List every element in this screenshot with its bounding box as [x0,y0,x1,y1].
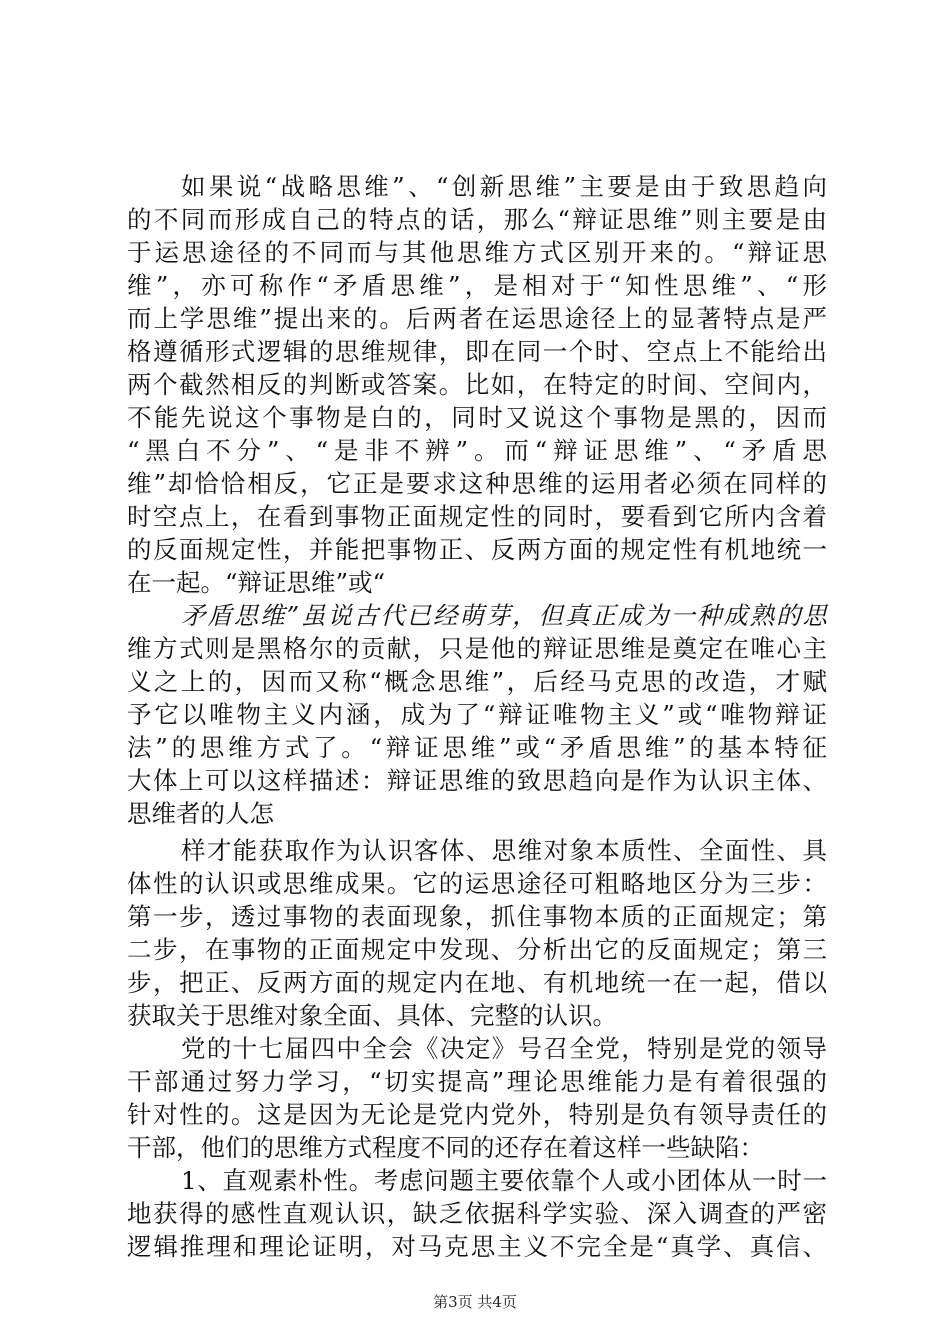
paragraph-2-line-3: 义之上的，因而又称“概念思维”，后经马克思的改造，才赋 [127,667,827,696]
paragraph-1-line-9: “黑白不分”、“是非不辨”。而“辩证思维”、“矛盾思 [127,436,827,465]
paragraph-4-line-3: 针对性的。这是因为无论是党内党外，特别是负有领导责任的 [127,1100,827,1129]
paragraph-1-line-1: 如果说“战略思维”、“创新思维”主要是由于致思趋向 [181,172,827,201]
page-footer: 第3页 共4页 [433,1293,517,1311]
paragraph-3-line-6: 获取关于思维对象全面、具体、完整的认识。 [127,1001,617,1030]
paragraph-2-line-5: 法”的思维方式了。“辩证思维”或“矛盾思维”的基本特征 [127,733,827,762]
paragraph-2-line-4: 予它以唯物主义内涵，成为了“辩证唯物主义”或“唯物辩证 [127,700,827,729]
paragraph-4-line-4: 干部，他们的思维方式程度不同的还存在着这样一些缺陷： [127,1133,764,1162]
paragraph-1-line-8: 不能先说这个事物是白的，同时又说这个事物是黑的，因而 [127,403,827,432]
paragraph-5-line-1: 1、直观素朴性。考虑问题主要依靠个人或小团体从一时一 [181,1166,827,1195]
paragraph-3-line-1: 样才能获取作为认识客体、思维对象本质性、全面性、具 [181,836,827,865]
paragraph-1-line-13: 在一起。“辩证思维”或“ [127,568,386,597]
paragraph-4-line-2: 干部通过努力学习，“切实提高”理论思维能力是有着很强的 [127,1067,827,1096]
paragraph-3-line-3: 第一步，透过事物的表面现象，抓住事物本质的正面规定；第 [127,902,827,931]
paragraph-1-line-10: 维”却恰恰相反，它正是要求这种思维的运用者必须在同样的 [127,469,827,498]
paragraph-2-line-1: 矛盾思维”虽说古代已经萌芽，但真正成为一种成熟的思 [181,601,827,630]
paragraph-1-line-12: 的反面规定性，并能把事物正、反两方面的规定性有机地统一 [127,535,827,564]
paragraph-1-line-11: 时空点上，在看到事物正面规定性的同时，要看到它所内含着 [127,502,827,531]
paragraph-1-line-5: 而上学思维”提出来的。后两者在运思途径上的显著特点是严 [127,304,827,333]
paragraph-1-line-2: 的不同而形成自己的特点的话，那么“辩证思维”则主要是由 [127,205,827,234]
paragraph-4-line-1: 党的十七届四中全会《决定》号召全党，特别是党的领导 [181,1034,827,1063]
paragraph-5-line-3: 逻辑推理和理论证明，对马克思主义不完全是“真学、真信、 [127,1232,827,1261]
paragraph-5-line-2: 地获得的感性直观认识，缺乏依据科学实验、深入调查的严密 [127,1199,827,1228]
paragraph-2-line-6: 大体上可以这样描述：辩证思维的致思趋向是作为认识主体、 [127,766,827,795]
paragraph-1-line-4: 维”，亦可称作“矛盾思维”，是相对于“知性思维”、“形 [127,271,827,300]
paragraph-2-line-2: 维方式则是黑格尔的贡献，只是他的辩证思维是奠定在唯心主 [127,634,827,663]
paragraph-3-line-4: 二步，在事物的正面规定中发现、分析出它的反面规定；第三 [127,935,827,964]
paragraph-3-line-5: 步，把正、反两方面的规定内在地、有机地统一在一起，借以 [127,968,827,997]
paragraph-2-line-7: 思维者的人怎 [127,799,274,828]
paragraph-1-line-7: 两个截然相反的判断或答案。比如，在特定的时间、空间内， [127,370,827,399]
paragraph-1-line-6: 格遵循形式逻辑的思维规律，即在同一个时、空点上不能给出 [127,337,827,366]
paragraph-1-line-3: 于运思途径的不同而与其他思维方式区别开来的。“辩证思 [127,238,827,267]
paragraph-3-line-2: 体性的认识或思维成果。它的运思途径可粗略地区分为三步： [127,869,827,898]
